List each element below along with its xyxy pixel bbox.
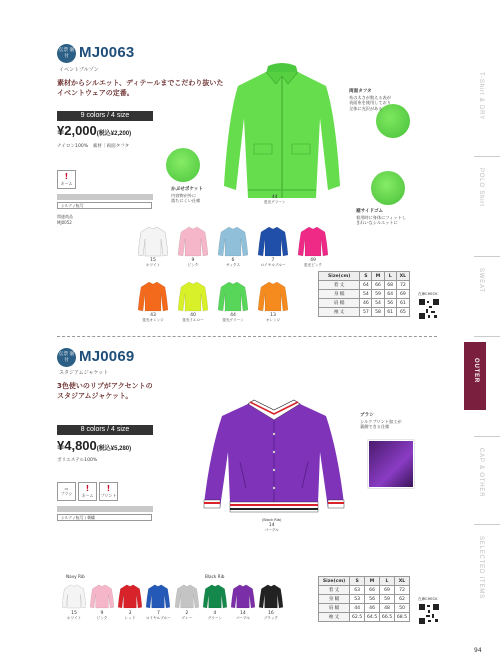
size-cell: 69 [380, 586, 395, 595]
color-swatch [203, 582, 227, 621]
size-cell: 64.5 [365, 613, 380, 622]
name-print-icon: ! ネーム [57, 170, 76, 189]
rib-group-navy: Navy Rib [66, 574, 85, 579]
color-swatch [298, 225, 328, 268]
color-swatch [218, 225, 248, 268]
print-method: シルク / 転写 [57, 202, 152, 209]
swatch-number: 14 [239, 611, 246, 616]
swatch-number: 43 [150, 313, 156, 318]
size-cell: 66.5 [380, 613, 395, 622]
jacket-swatch-image [218, 280, 248, 312]
color-swatch [90, 582, 114, 621]
swatch-number: 9 [100, 611, 104, 616]
swatch-name: オレンジ [265, 318, 281, 322]
jacket-swatch-image [138, 225, 168, 257]
category-sidebar [464, 0, 500, 666]
sidebar-divider [474, 336, 500, 337]
size-row [319, 604, 410, 613]
swatch-number: 7 [156, 611, 160, 616]
product-badge: 伝票 個付 [57, 44, 76, 63]
swatch-name: ピンク [96, 616, 108, 620]
section-divider [57, 336, 437, 337]
size-cell: 肩 幅 [319, 604, 350, 613]
swatch-number: 9 [191, 258, 195, 263]
jacket-swatch-image [118, 582, 142, 610]
sidebar-divider [474, 156, 500, 157]
size-row [319, 308, 410, 317]
product-price: ¥4,800(税込¥5,280) [57, 438, 132, 453]
product-material: ナイロン100% 素材｜両面タフタ [57, 144, 130, 149]
sidebar-tab-outer[interactable] [464, 342, 486, 410]
swatch-name: グレー [181, 616, 193, 620]
size-cell: 59 [380, 595, 395, 604]
colors-size-bar: 8 colors / 4 size [57, 425, 153, 435]
product-subtitle: スタジアムジャケット [59, 370, 109, 376]
color-swatch [138, 225, 168, 268]
sidebar-tab-cap-other[interactable]: CAP & OTHER [478, 448, 484, 498]
sidebar-tab-t-shirt-dry[interactable]: T-Shirt & DRY [478, 72, 484, 120]
color-swatch [258, 225, 288, 268]
size-cell: 62 [395, 595, 410, 604]
jacket-swatch-image [298, 225, 328, 257]
detail-pocket-image [166, 148, 200, 182]
color-swatch [138, 280, 168, 323]
size-header-cell: M [365, 577, 380, 586]
jacket-swatch-image [178, 280, 208, 312]
size-cell: 61 [396, 299, 409, 308]
callout-taffeta: 両面タフタ 糸の太さが数える表が 表面糸を使用しており 全体に光沢がある [349, 89, 391, 111]
jacket-swatch-image [218, 225, 248, 257]
color-swatch [62, 582, 86, 621]
swatch-name: ロイヤルブルー [146, 616, 171, 620]
sidebar-tab-selected-items[interactable]: SELECTED ITEMS [478, 536, 484, 599]
swatch-name: ブラック [263, 616, 279, 620]
size-cell: 46 [360, 299, 372, 308]
size-header-cell: S [350, 577, 365, 586]
color-swatch [146, 582, 171, 621]
size-cell: 44 [350, 604, 365, 613]
print-icon: ! プリント [99, 482, 118, 501]
jacket-swatch-image [146, 582, 170, 610]
size-cell: 50 [395, 604, 410, 613]
product-model: MJ0069 [79, 348, 135, 365]
qr-label: 在庫CHECK [418, 292, 438, 296]
main-color-label: 44 蛍光グリーン [264, 195, 286, 204]
name-print-icon: ! ネーム [78, 482, 97, 501]
detail-lining-image [368, 440, 414, 488]
swatch-number: 6 [231, 258, 235, 263]
color-swatch [231, 582, 255, 621]
swatch-number: 3 [128, 611, 132, 616]
swatch-name: ロイヤルブルー [260, 263, 286, 267]
size-cell: 64 [360, 281, 372, 290]
size-header-cell: XL [395, 577, 410, 586]
size-table [318, 271, 410, 317]
color-swatches [62, 582, 283, 621]
size-cell: 62.5 [350, 613, 365, 622]
jacket-swatch-image [258, 225, 288, 257]
sidebar-divider [474, 256, 500, 257]
qr-code-icon [418, 298, 440, 320]
size-cell: 58 [372, 308, 384, 317]
product-badge: 伝票 個付 [57, 348, 76, 367]
color-swatch [259, 582, 283, 621]
swatch-name: ホワイト [145, 263, 161, 267]
size-cell: 56 [384, 299, 396, 308]
jacket-swatch-image [231, 582, 255, 610]
product-model: MJ0063 [79, 44, 135, 61]
brush-icon: ▭ プラシ [57, 482, 76, 501]
color-swatch [175, 582, 199, 621]
size-header-cell: XL [396, 272, 409, 281]
print-icons [57, 482, 118, 501]
size-cell: 身 幅 [319, 595, 350, 604]
size-cell: 53 [350, 595, 365, 604]
page-number: 94 [474, 647, 482, 654]
size-cell: 69 [396, 290, 409, 299]
size-cell: 66 [365, 586, 380, 595]
size-row [319, 290, 410, 299]
size-cell: 54 [360, 290, 372, 299]
size-header-cell: S [360, 272, 372, 281]
sidebar-divider [474, 524, 500, 525]
size-row [319, 299, 410, 308]
size-cell: 着 丈 [319, 586, 350, 595]
swatch-number: 13 [270, 313, 276, 318]
swatch-number: 4 [213, 611, 217, 616]
callout-hem: 裾サイドゴム 着用時に身体にフィットし きれいなシルエットに [356, 209, 406, 225]
size-cell: 肩 幅 [319, 299, 360, 308]
swatch-number: 49 [310, 258, 316, 263]
main-color-label: (Black Rib) 14 パープル [262, 518, 282, 532]
main-jacket-image [218, 58, 346, 206]
sidebar-divider [474, 436, 500, 437]
size-cell: 48 [380, 604, 395, 613]
size-cell: 袖 丈 [319, 308, 360, 317]
size-row [319, 613, 410, 622]
size-cell: 68.5 [395, 613, 410, 622]
jacket-swatch-image [138, 280, 168, 312]
size-cell: 46 [365, 604, 380, 613]
product-catchcopy: 素材からシルエット、ディテールまでこだわり抜いた イベントウェアの定番。 [57, 79, 224, 97]
swatch-name: ホワイト [66, 616, 82, 620]
size-cell: 66 [372, 281, 384, 290]
swatch-number: 44 [230, 313, 236, 318]
jacket-swatch-image [175, 582, 199, 610]
swatch-number: 16 [267, 611, 274, 616]
swatch-name: ピンク [187, 263, 199, 267]
swatch-name: パープル [235, 616, 250, 620]
swatch-name: 蛍光ピンク [304, 263, 322, 267]
print-size-bar [57, 194, 153, 200]
size-cell: 64 [384, 290, 396, 299]
size-header-cell: Size(cm) [319, 577, 350, 586]
size-table [318, 576, 410, 622]
sidebar-tab-label: OUTER [473, 358, 479, 383]
colors-size-bar: 9 colors / 4 size [57, 111, 153, 121]
size-cell: 56 [365, 595, 380, 604]
swatch-number: 15 [150, 258, 156, 263]
swatch-name: 蛍光イエロー [182, 318, 204, 322]
size-header-cell: M [372, 272, 384, 281]
swatch-number: 2 [185, 611, 189, 616]
callout-pocket: かぶせポケット 内容物が外に 落ちにくい仕様 [171, 187, 203, 203]
color-swatch [118, 582, 142, 621]
color-swatches-row2 [138, 280, 308, 323]
size-cell: 61 [384, 308, 396, 317]
size-header-cell: L [384, 272, 396, 281]
product-price: ¥2,000(税込¥2,200) [57, 123, 132, 138]
size-header-cell: Size(cm) [319, 272, 360, 281]
swatch-number: 15 [71, 611, 77, 616]
print-method: シルク / 転写 / 刺繍 [57, 514, 152, 521]
size-cell: 59 [372, 290, 384, 299]
jacket-swatch-image [259, 582, 283, 610]
sidebar-tab-polo-shirt[interactable]: POLO Shirt [478, 168, 484, 207]
swatch-number: 7 [271, 258, 275, 263]
swatch-name: レッド [124, 616, 136, 620]
size-cell: 身 幅 [319, 290, 360, 299]
color-swatch [218, 280, 248, 323]
print-size-bar [57, 506, 153, 512]
size-cell: 57 [360, 308, 372, 317]
jacket-swatch-image [90, 582, 114, 610]
callout-brush: ブラシ シルクプリント加工が 裏側できる仕様 [360, 413, 402, 429]
swatch-name: 蛍光オレンジ [142, 318, 164, 322]
main-jacket-image [200, 392, 348, 520]
swatch-name: 蛍光グリーン [222, 318, 244, 322]
size-cell: 72 [396, 281, 409, 290]
swatch-name: グリーン [207, 616, 223, 620]
swatch-name: サックス [225, 263, 241, 267]
swatch-number: 40 [190, 313, 196, 318]
size-cell: 65 [396, 308, 409, 317]
size-cell: 68 [384, 281, 396, 290]
size-header-cell: L [380, 577, 395, 586]
sidebar-tab-sweat[interactable]: SWEAT [478, 268, 484, 293]
size-row [319, 586, 410, 595]
color-swatches-row1 [138, 225, 322, 268]
jacket-swatch-image [62, 582, 86, 610]
product-catchcopy: 3色使いのリブがアクセントの スタジアムジャケット。 [57, 382, 153, 400]
color-swatch [258, 280, 288, 323]
size-row [319, 281, 410, 290]
related-items: 関連商品 MJ0052 [57, 214, 73, 225]
jacket-swatch-image [203, 582, 227, 610]
size-cell: 54 [372, 299, 384, 308]
detail-hem-image [371, 171, 405, 205]
rib-group-black: Black Rib [205, 574, 225, 579]
jacket-swatch-image [178, 225, 208, 257]
qr-code-icon [418, 603, 440, 625]
color-swatch [178, 280, 208, 323]
qr-label: 在庫CHECK [418, 597, 438, 601]
color-swatch [178, 225, 208, 268]
size-cell: 72 [395, 586, 410, 595]
jacket-swatch-image [258, 280, 288, 312]
product-subtitle: イベントブルゾン [59, 67, 99, 73]
size-cell: 着 丈 [319, 281, 360, 290]
size-cell: 63 [350, 586, 365, 595]
size-cell: 袖 丈 [319, 613, 350, 622]
product-material: ポリエステル100% [57, 458, 98, 463]
size-row [319, 595, 410, 604]
